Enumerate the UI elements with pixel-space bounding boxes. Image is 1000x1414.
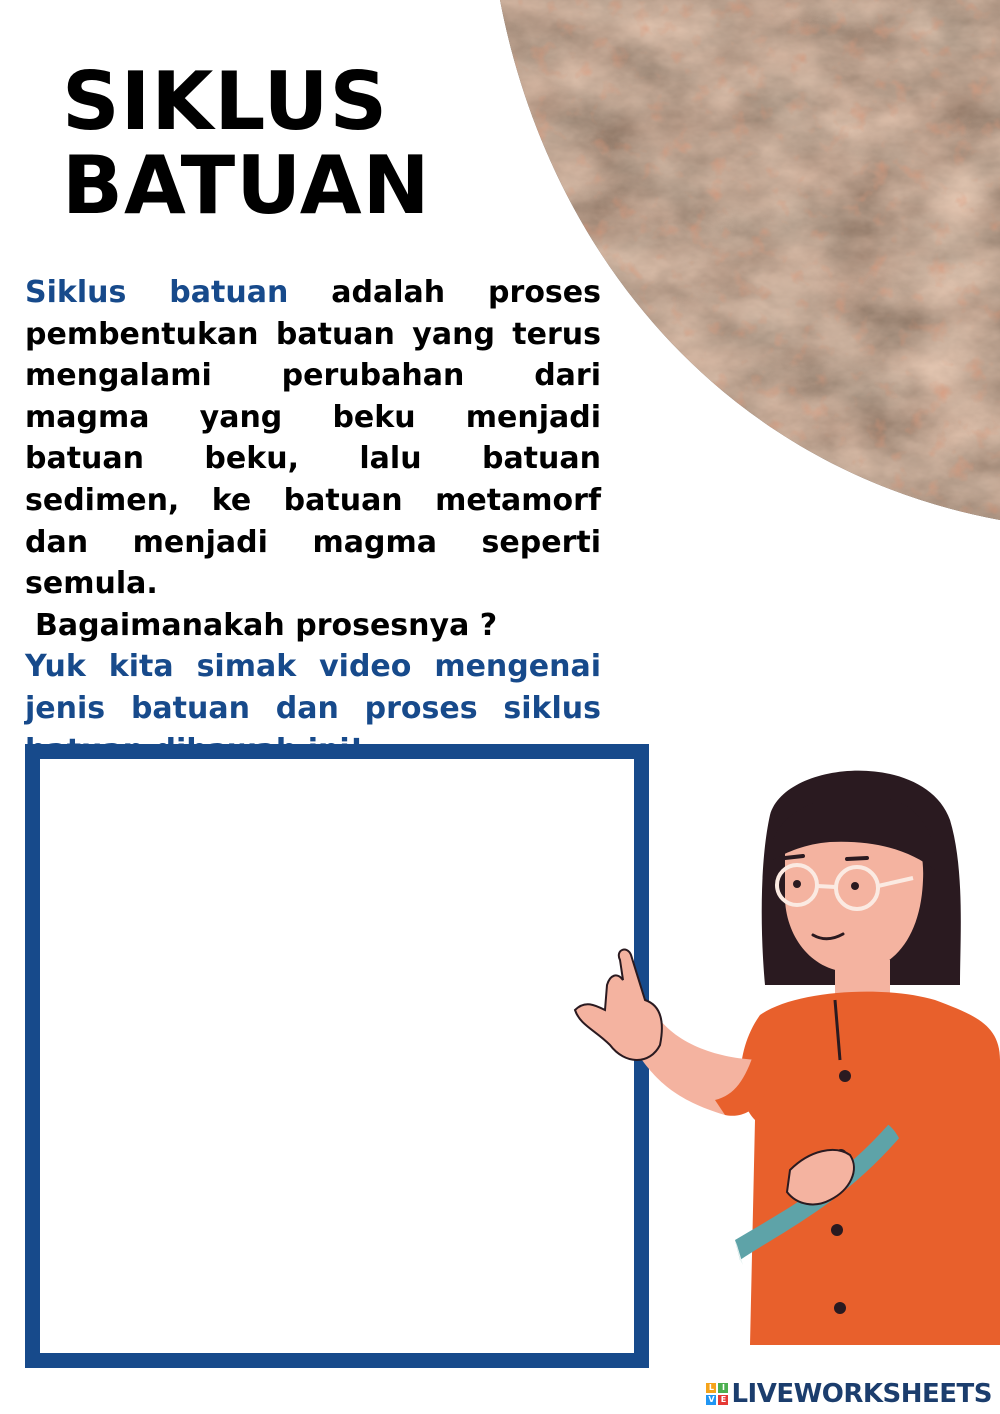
teacher-illustration: [565, 760, 1000, 1345]
title-line-1: SIKLUS: [62, 55, 389, 148]
intro-definition: adalah proses pembentukan batuan yang terus mengalami perubahan dari magma yang beku menjadi batuan beku, lalu batuan sedimen, ke batuan metamorf dan menjadi magma seperti semula.: [25, 275, 601, 602]
liveworksheets-name: LIVEWORKSHEETS: [731, 1379, 992, 1409]
video-placeholder-frame[interactable]: [25, 744, 649, 1368]
call-to-action: Yuk kita simak video mengenai jenis batuan dan proses siklus: [25, 649, 601, 726]
intro-text-block: [25, 272, 601, 771]
intro-highlight: Siklus batuan: [25, 275, 289, 310]
page-title: [62, 55, 431, 232]
liveworksheets-branding: [706, 1378, 992, 1410]
intro-question: Bagaimanakah prosesnya ?: [35, 607, 498, 643]
title-line-2: BATUAN: [62, 139, 431, 232]
liveworksheets-logo-icon: L I V E: [706, 1383, 728, 1405]
intro-paragraph: [25, 272, 601, 605]
